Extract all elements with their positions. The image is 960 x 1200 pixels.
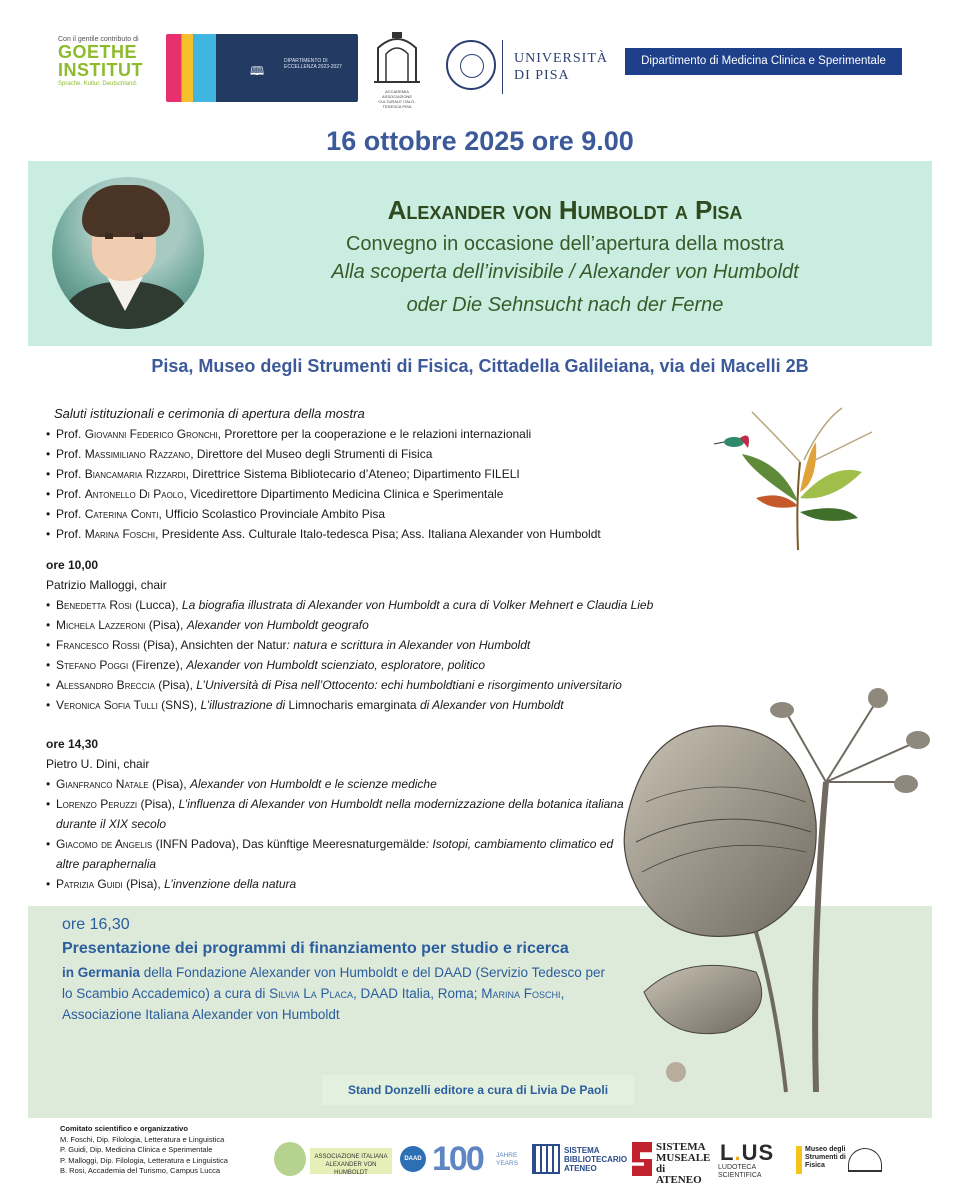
stand-notice: Stand Donzelli editore a cura di Livia De Paoli	[322, 1075, 634, 1105]
library-system-logo	[532, 1140, 628, 1180]
event-subtitle: Convegno in occasione dell’apertura della mostra	[345, 233, 785, 255]
hummingbird-plant-illustration	[712, 402, 878, 552]
goethe-brand-line1: GOETHE	[58, 42, 138, 62]
list-item: • Prof. Massimiliano Razzano, Direttore del Museo degli Strumenti di Fisica	[46, 444, 766, 464]
university-seal-icon	[446, 40, 496, 90]
physics-museum-logo	[796, 1140, 888, 1180]
exhibition-title-line1: Alla scoperta dell’invisibile / Alexander von Humboldt	[331, 261, 799, 283]
talk-item: • Benedetta Rosi (Lucca), La biografia illustrata di Alexander von Humboldt a cura di Volker Mehnert e Claudia Lieb	[46, 595, 866, 615]
sma-mark-icon	[632, 1142, 652, 1176]
goethe-tagline: Sprache. Kultur. Deutschland.	[58, 81, 138, 87]
session-1430	[46, 734, 636, 894]
arch-icon	[372, 28, 422, 84]
committee-member: M. Foschi, Dip. Filologia, Letteratura e Linguistica	[60, 1134, 225, 1144]
committee-member: B. Rosi, Accademia del Turismo, Campus Lucca	[60, 1166, 221, 1175]
opening-heading: Saluti istituzionali e cerimonia di apertura della mostra	[54, 406, 365, 421]
jahre-years-text: JAHRE YEARS	[496, 1152, 519, 1167]
event-date: 16 ottobre 2025 ore 9.00	[326, 126, 634, 156]
lus-logo-mark: L.US	[720, 1140, 775, 1165]
ludoteca-logo	[718, 1140, 784, 1180]
exhibition-title-line2: oder Die Sehnsucht nach der Ferne	[406, 294, 724, 316]
talk-item: • Veronica Sofia Tulli (SNS), L’illustrazione di Limnocharis emarginata di Alexander von Humboldt	[46, 695, 866, 715]
aih-logo-text: ASSOCIAZIONE ITALIANA ALEXANDER VON HUMBOLDT	[310, 1148, 392, 1174]
opening-speakers-list	[46, 424, 766, 544]
talk-item: • Patrizia Guidi (Pisa), L’invenzione della natura	[46, 874, 636, 894]
opening-section	[46, 404, 766, 544]
list-item: • Prof. Giovanni Federico Gronchi, Prorettore per la cooperazione e le relazioni internazionali	[46, 424, 766, 444]
speaker-name: Biancamaria Rizzardi	[84, 467, 186, 481]
talk-item: • Lorenzo Peruzzi (Pisa), L’influenza di Alexander von Humboldt nella modernizzazione della botanica italiana durante il XIX secolo	[46, 794, 636, 834]
talk-item: • Michela Lazzeroni (Pisa), Alexander von Humboldt geografo	[46, 615, 866, 635]
humboldt-association-logo	[274, 1140, 394, 1180]
funding-title-line2: in Germania	[62, 965, 141, 980]
sba-logo-text: SISTEMA BIBLIOTECARIO ATENEO	[564, 1146, 628, 1173]
speaker-name: Marina Foschi	[84, 527, 156, 541]
committee-heading: Comitato scientifico e organizzativo	[60, 1124, 188, 1133]
goethe-institut-logo	[58, 36, 154, 87]
msf-bar-icon	[796, 1146, 802, 1174]
session-chair: Pietro U. Dini, chair	[46, 757, 150, 771]
msf-logo-text: Museo degli Strumenti di Fisica	[805, 1146, 846, 1169]
session-time: ore 10,00	[46, 558, 99, 572]
humboldt-medal-icon	[274, 1142, 306, 1176]
session-chair: Patrizio Malloggi, chair	[46, 578, 167, 592]
committee	[60, 1124, 275, 1177]
committee-member: P. Malloggi, Dip. Filologia, Letteratura e Linguistica	[60, 1155, 228, 1165]
monument-caption: ACCADEMIA ASSOCIAZIONE CULTURALE ITALO-TEDESCA PISA	[378, 89, 416, 109]
goethe-small-text: Con il gentile contributo di	[58, 36, 139, 43]
event-title: Alexander von Humboldt a Pisa	[387, 195, 743, 225]
dome-icon	[848, 1148, 882, 1172]
talk-item: • Gianfranco Natale (Pisa), Alexander von Humboldt e le scienze mediche	[46, 774, 636, 794]
lus-logo-text: LUDOTECA SCIENTIFICA	[718, 1164, 762, 1179]
limnocharis-plant-illustration	[606, 682, 936, 1102]
talk-item: • Stefano Poggi (Firenze), Alexander von Humboldt scienziato, esploratore, politico	[46, 655, 866, 675]
funding-title-line1: Presentazione dei programmi di finanziamento per studio e ricerca	[62, 940, 569, 957]
list-item: • Prof. Caterina Conti, Ufficio Scolastico Provinciale Ambito Pisa	[46, 504, 766, 524]
book-icon: 🕮	[250, 64, 265, 78]
goethe-brand-line2: INSTITUT	[58, 60, 143, 80]
talk-item: • Alessandro Breccia (Pisa), L’Università di Pisa nell’Ottocento: echi humboldtiani e risorgimento universitario	[46, 675, 866, 695]
talk-item: • Giacomo de Angelis (INFN Padova), Das künftige Meeresnaturgemälde: Isotopi, cambiamento climatico ed altre paraphernalia	[46, 834, 636, 874]
speaker-name: Caterina Conti	[84, 507, 159, 521]
funding-description: in Germania della Fondazione Alexander von Humboldt e del DAAD (Servizio Tedesco per lo Scambio Accademico) a cura di Silvia La Placa, DAAD Italia, Roma; Marina Foschi, Associazione Italiana Alexander von Humboldt	[62, 965, 606, 1022]
session-time: ore 16,30	[62, 916, 130, 933]
header-logos	[0, 0, 960, 120]
session-time: ore 14,30	[46, 737, 99, 751]
unipisa-line2: DI PISA	[514, 68, 570, 83]
session-talks-list	[46, 774, 636, 894]
committee-member: P. Guidi, Dip. Medicina Clinica e Sperimentale	[60, 1145, 213, 1154]
museum-system-logo	[632, 1140, 711, 1186]
unipisa-name	[514, 50, 608, 84]
list-item: • Prof. Antonello Di Paolo, Vicedirettore Dipartimento Medicina Clinica e Sperimentale	[46, 484, 766, 504]
sma-logo-text: SISTEMA MUSEALE di ATENEO	[656, 1141, 711, 1186]
academy-monument-logo	[372, 28, 422, 109]
title-band	[28, 161, 932, 346]
event-venue: Pisa, Museo degli Strumenti di Fisica, Cittadella Galileiana, via dei Macelli 2B	[151, 356, 809, 376]
speaker-name: Massimiliano Razzano	[84, 447, 191, 461]
daad-logo	[400, 1140, 426, 1180]
dept-banner-text: DIPARTIMENTO DI ECCELLENZA 2023-2027	[284, 58, 342, 70]
unipisa-line1: UNIVERSITÀ	[514, 51, 608, 66]
department-box: Dipartimento di Medicina Clinica e Sperimentale	[625, 48, 902, 75]
library-grid-icon	[532, 1144, 560, 1174]
department-excellence-banner	[166, 34, 358, 102]
daad-logo-text: DAAD	[400, 1146, 426, 1172]
speaker-name: Antonello Di Paolo	[84, 487, 184, 501]
unipisa-divider	[502, 40, 503, 94]
list-item: • Prof. Biancamaria Rizzardi, Direttrice Sistema Bibliotecario d’Ateneo; Dipartimento FILELI	[46, 464, 766, 484]
list-item: • Prof. Marina Foschi, Presidente Ass. Culturale Italo-tedesca Pisa; Ass. Italiana Alexander von Humboldt	[46, 524, 766, 544]
hundred-number: 100	[432, 1140, 483, 1178]
speaker-name: Giovanni Federico Gronchi	[84, 427, 218, 441]
hundred-years-logo	[432, 1140, 528, 1180]
talk-item: • Francesco Rossi (Pisa), Ansichten der Natur: natura e scrittura in Alexander von Humboldt	[46, 635, 866, 655]
